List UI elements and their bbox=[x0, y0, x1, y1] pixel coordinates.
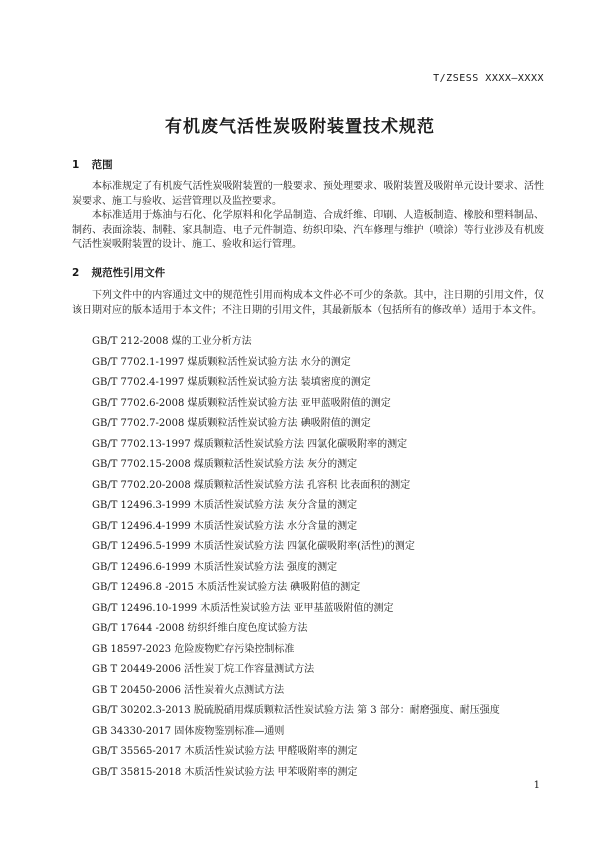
reference-item: GB/T 12496.10-1999 木质活性炭试验方法 亚甲基蓝吸附值的测定 bbox=[92, 602, 394, 614]
document-title: 有机废气活性炭吸附装置技术规范 bbox=[165, 117, 435, 137]
standard-code: T/ZSESS XXXX—XXXX bbox=[433, 73, 544, 84]
reference-item: GB 18597-2023 危险废物贮存污染控制标准 bbox=[92, 643, 295, 655]
references-intro-paragraph: 下列文件中的内容通过文中的规范性引用而构成本文件必不可少的条款。其中，注日期的引用文件，仅该日期对应的版本适用于本文件；不注日期的引用文件，其最新版本（包括所有的修改单）适用于本文件。 bbox=[72, 290, 544, 316]
reference-item: GB/T 7702.20-2008 煤质颗粒活性炭试验方法 孔容积 比表面积的测定 bbox=[92, 479, 411, 491]
reference-item: GB/T 12496.5-1999 木质活性炭试验方法 四氯化碳吸附率(活性)的测定 bbox=[92, 541, 415, 552]
reference-item: GB/T 12496.4-1999 木质活性炭试验方法 水分含量的测定 bbox=[92, 520, 358, 532]
reference-item: GB/T 12496.8 -2015 木质活性炭试验方法 碘吸附值的测定 bbox=[92, 582, 361, 593]
reference-item: GB/T 17644 -2008 纺织纤维白度色度试验方法 bbox=[92, 623, 308, 634]
scope-paragraph-1: 本标准规定了有机废气活性炭吸附装置的一般要求、预处理要求、吸附装置及吸附单元设计要求、活性炭要求、施工与验收、运营管理以及监控要求。 bbox=[72, 181, 544, 207]
section-title: 范围 bbox=[91, 159, 113, 171]
reference-list bbox=[92, 332, 500, 783]
page-number: 1 bbox=[533, 780, 540, 791]
reference-item: GB/T 7702.15-2008 煤质颗粒活性炭试验方法 灰分的测定 bbox=[92, 459, 358, 470]
section-heading-scope bbox=[72, 157, 113, 172]
reference-item: GB/T 7702.13-1997 煤质颗粒活性炭试验方法 四氯化碳吸附率的测定 bbox=[92, 438, 408, 450]
section-number: 1 bbox=[72, 159, 80, 171]
scope-paragraph-2: 本标准适用于炼油与石化、化学原料和化学品制造、合成纤维、印刷、人造板制造、橡胶和塑料制品、制药、表面涂装、制鞋、家具制造、电子元件制造、纺织印染、汽车修理与维护（喷涂）等行业涉及有机废气活性炭吸附装置的设计、施工、验收和运行管理。 bbox=[72, 210, 544, 250]
reference-item: GB/T 30202.3-2013 脱硫脱硝用煤质颗粒活性炭试验方法 第 3 部分：耐磨强度、耐压强度 bbox=[92, 705, 500, 716]
section-title: 规范性引用文件 bbox=[91, 267, 166, 279]
reference-item: GB/T 12496.3-1999 木质活性炭试验方法 灰分含量的测定 bbox=[92, 500, 358, 511]
reference-item: GB/T 7702.4-1997 煤质颗粒活性炭试验方法 装填密度的测定 bbox=[92, 377, 371, 388]
reference-item: GB/T 35815-2018 木质活性炭试验方法 甲苯吸附率的测定 bbox=[92, 766, 358, 778]
reference-item: GB/T 212-2008 煤的工业分析方法 bbox=[92, 336, 252, 347]
reference-item: GB 34330-2017 固体废物鉴别标准—通则 bbox=[92, 725, 285, 737]
reference-item: GB/T 7702.1-1997 煤质颗粒活性炭试验方法 水分的测定 bbox=[92, 356, 351, 368]
section-number: 2 bbox=[72, 267, 80, 279]
reference-item: GB/T 35565-2017 木质活性炭试验方法 甲醛吸附率的测定 bbox=[92, 746, 358, 757]
reference-item: GB/T 7702.6-2008 煤质颗粒活性炭试验方法 亚甲蓝吸附值的测定 bbox=[92, 397, 391, 409]
reference-item: GB T 20449-2006 活性炭丁烷工作容量测试方法 bbox=[92, 664, 315, 675]
reference-item: GB T 20450-2006 活性炭着火点测试方法 bbox=[92, 684, 285, 696]
reference-item: GB/T 7702.7-2008 煤质颗粒活性炭试验方法 碘吸附值的测定 bbox=[92, 418, 371, 429]
section-heading-normative-references bbox=[72, 265, 165, 280]
reference-item: GB/T 12496.6-1999 木质活性炭试验方法 强度的测定 bbox=[92, 561, 338, 573]
